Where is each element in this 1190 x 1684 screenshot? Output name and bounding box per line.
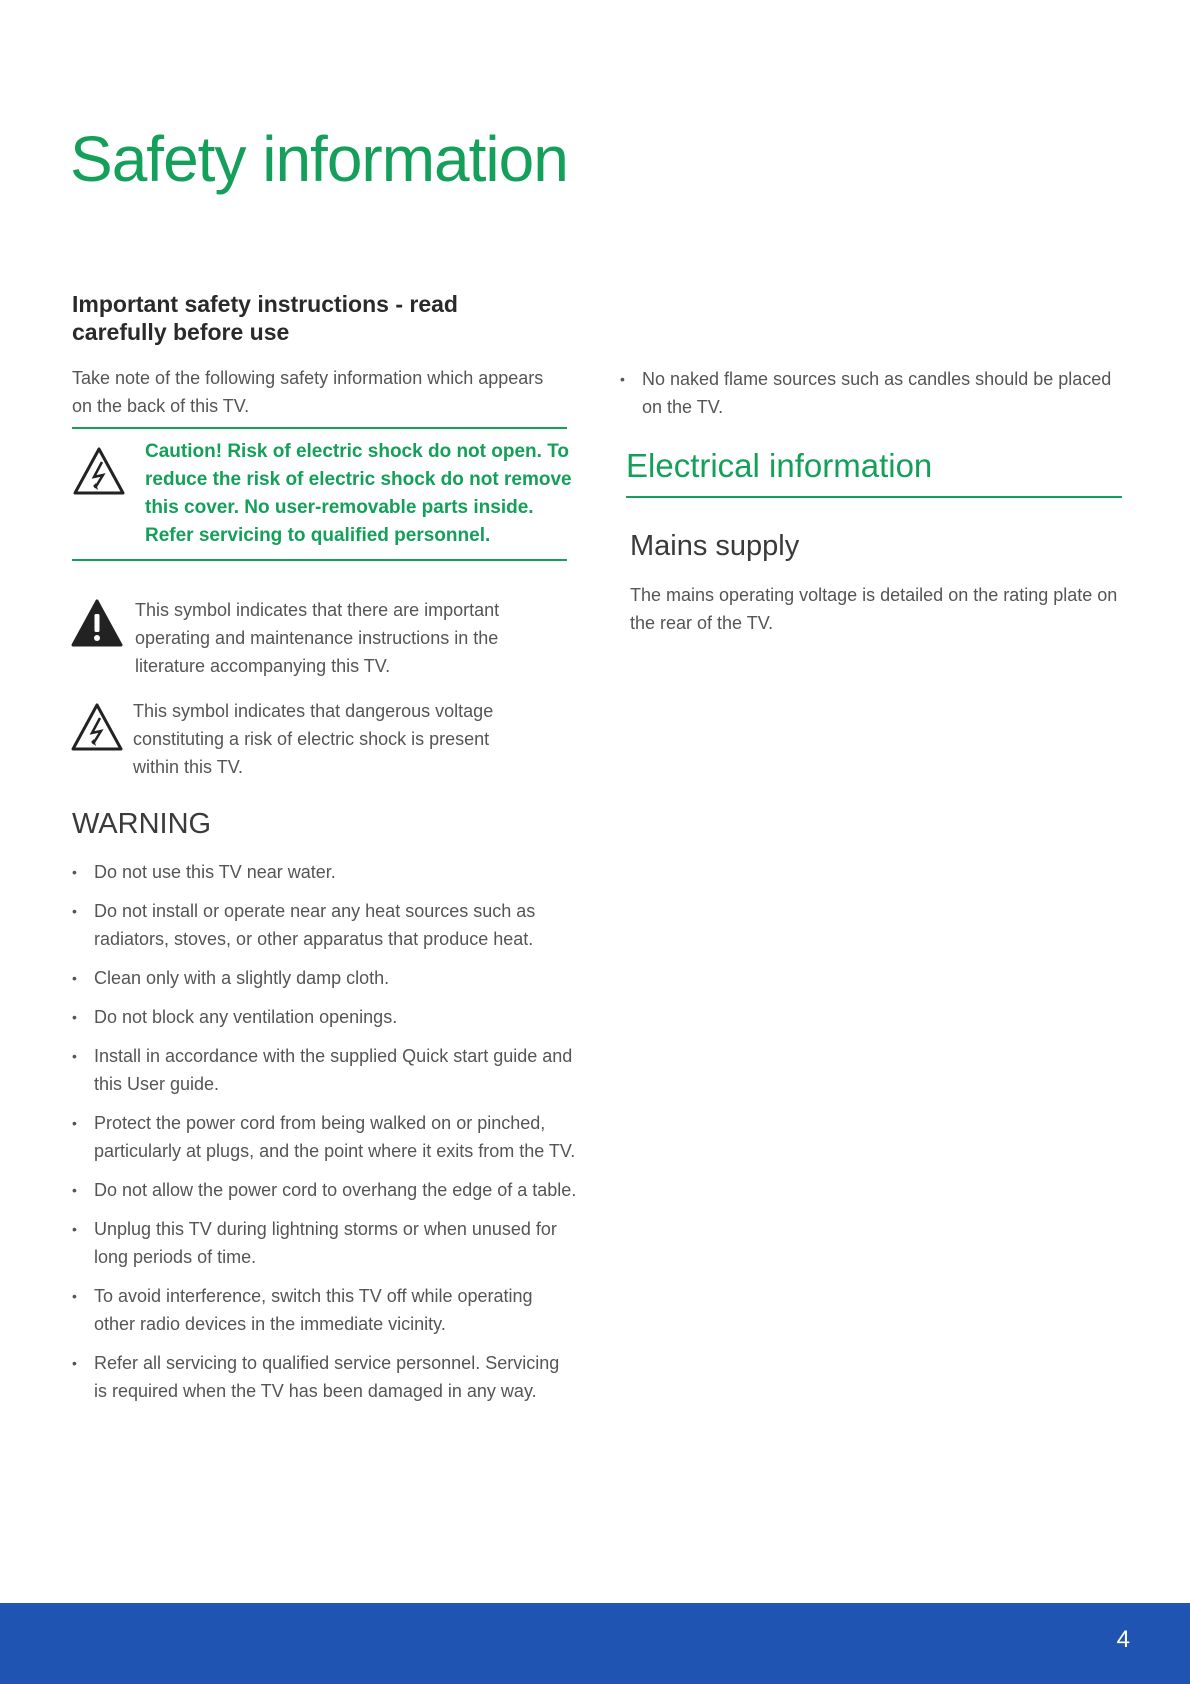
footer-bar: [0, 1603, 1190, 1684]
exclamation-warning-icon: [70, 598, 124, 648]
caution-text: Caution! Risk of electric shock do not open. To reduce the risk of electric shock do not remove this cover. No user-removable parts inside. Refer servicing to qualified personnel.: [145, 441, 572, 546]
page-title: Safety information: [70, 123, 568, 195]
list-item: • Refer all servicing to qualified service personnel. Servicing is required when the TV has been damaged in any way.: [72, 1349, 577, 1405]
electric-shock-warning-icon: [72, 446, 126, 496]
electrical-rule: [626, 496, 1122, 498]
warning-heading: WARNING: [72, 808, 212, 840]
dangerous-voltage-icon: [70, 702, 124, 752]
mains-heading: Mains supply: [630, 530, 800, 562]
important-heading: Important safety instructions - read carefully before use: [72, 291, 458, 345]
page-number: 4: [1116, 1626, 1130, 1653]
list-item: • Install in accordance with the supplied Quick start guide and this User guide.: [72, 1042, 577, 1098]
warning-list: [72, 858, 577, 1416]
list-item: • Unplug this TV during lightning storms or when unused for long periods of time.: [72, 1215, 577, 1271]
flame-warning-item: • No naked flame sources such as candles should be placed on the TV.: [620, 365, 1132, 421]
list-item: • Do not install or operate near any heat sources such as radiators, stoves, or other apparatus that produce heat.: [72, 897, 577, 953]
list-item: • Do not block any ventilation openings.: [72, 1003, 577, 1031]
list-item: • To avoid interference, switch this TV off while operating other radio devices in the immediate vicinity.: [72, 1282, 577, 1338]
symbol-exclamation-text: This symbol indicates that there are important operating and maintenance instructions in the literature accompanying this TV.: [135, 600, 500, 676]
symbol-voltage-text: This symbol indicates that dangerous voltage constituting a risk of electric shock is present within this TV.: [133, 701, 494, 777]
caution-bottom-rule: [72, 559, 567, 561]
mains-text: The mains operating voltage is detailed on the rating plate on the rear of the TV.: [630, 585, 1118, 633]
electrical-heading: Electrical information: [626, 447, 933, 484]
list-item: • Do not allow the power cord to overhang the edge of a table.: [72, 1176, 577, 1204]
important-intro: Take note of the following safety information which appears on the back of this TV.: [72, 368, 544, 416]
caution-top-rule: [72, 427, 567, 429]
list-item: • Clean only with a slightly damp cloth.: [72, 964, 577, 992]
list-item: • Protect the power cord from being walked on or pinched, particularly at plugs, and the point where it exits from the TV.: [72, 1109, 577, 1165]
list-item: • Do not use this TV near water.: [72, 858, 577, 886]
